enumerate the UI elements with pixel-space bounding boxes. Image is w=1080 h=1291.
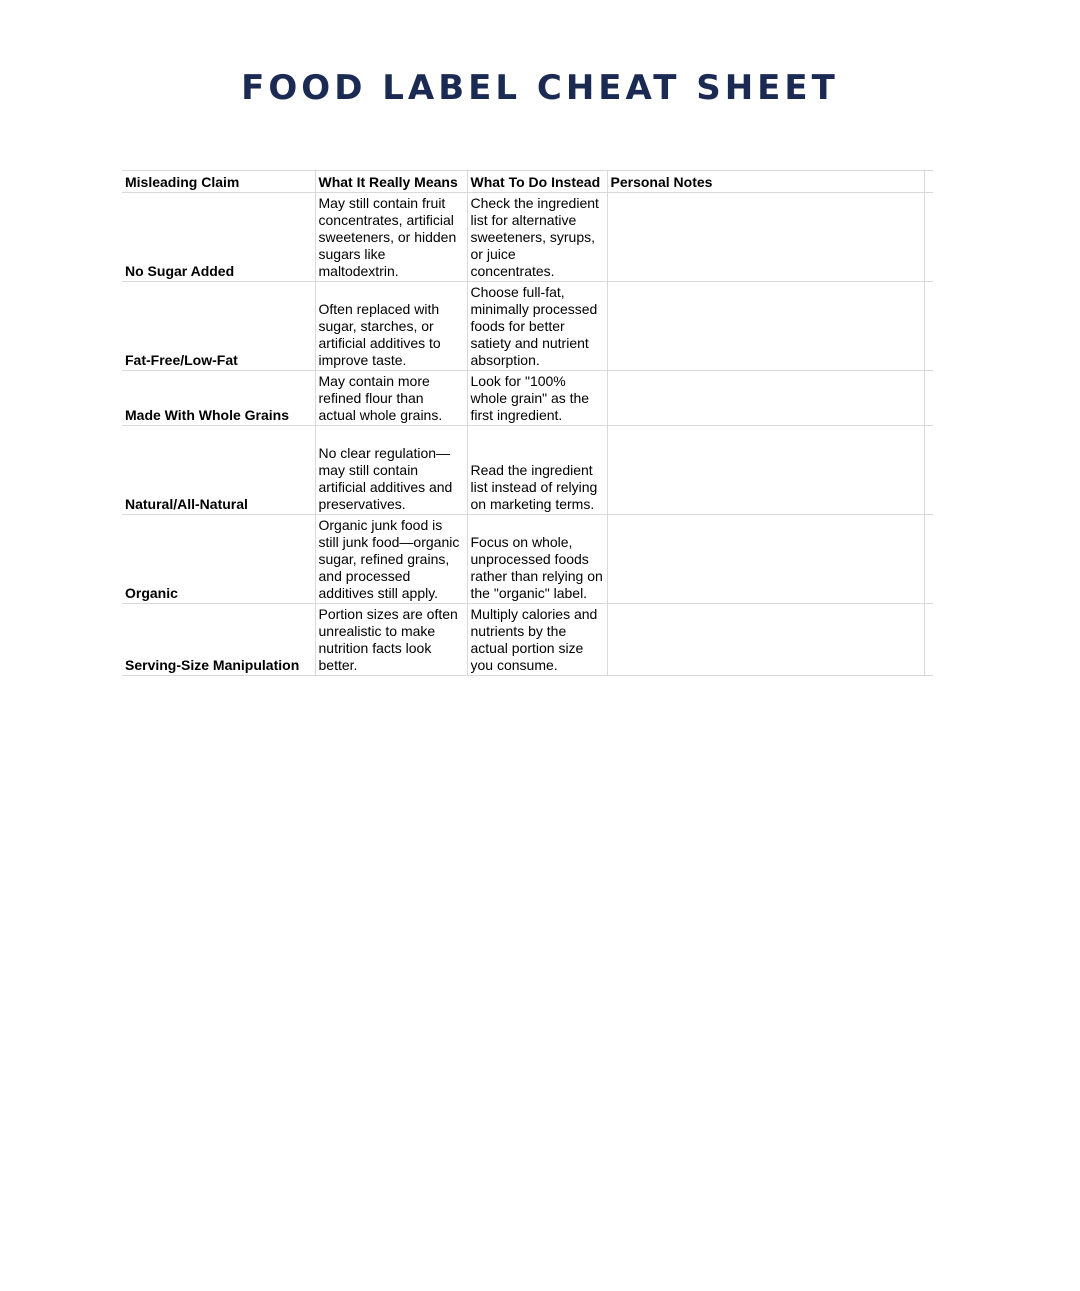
means-cell: May contain more refined flour than actual whole grains. — [315, 371, 467, 426]
empty-cell — [924, 282, 933, 371]
claim-cell: Natural/All-Natural — [122, 426, 315, 515]
empty-cell — [924, 515, 933, 604]
header-misleading-claim: Misleading Claim — [122, 171, 315, 193]
empty-cell — [924, 193, 933, 282]
instead-cell: Multiply calories and nutrients by the actual portion size you consume. — [467, 604, 607, 676]
means-cell: No clear regulation—may still contain artificial additives and preservatives. — [315, 426, 467, 515]
claim-cell: No Sugar Added — [122, 193, 315, 282]
table-row — [122, 193, 933, 282]
notes-cell[interactable] — [607, 604, 924, 676]
notes-cell[interactable] — [607, 282, 924, 371]
means-cell: Often replaced with sugar, starches, or artificial additives to improve taste. — [315, 282, 467, 371]
header-personal-notes: Personal Notes — [607, 171, 924, 193]
table-row — [122, 426, 933, 515]
table-row — [122, 604, 933, 676]
empty-cell — [924, 426, 933, 515]
empty-cell — [924, 604, 933, 676]
instead-cell: Choose full-fat, minimally processed foods for better satiety and nutrient absorption. — [467, 282, 607, 371]
claim-cell: Serving-Size Manipulation — [122, 604, 315, 676]
notes-cell[interactable] — [607, 426, 924, 515]
claim-cell: Made With Whole Grains — [122, 371, 315, 426]
means-cell: May still contain fruit concentrates, artificial sweeteners, or hidden sugars like maltodextrin. — [315, 193, 467, 282]
claim-cell: Fat-Free/Low-Fat — [122, 282, 315, 371]
header-what-it-really-means: What It Really Means — [315, 171, 467, 193]
instead-cell: Read the ingredient list instead of relying on marketing terms. — [467, 426, 607, 515]
cheat-sheet-table — [122, 170, 933, 676]
instead-cell: Check the ingredient list for alternative sweeteners, syrups, or juice concentrates. — [467, 193, 607, 282]
table-row — [122, 515, 933, 604]
table-row — [122, 371, 933, 426]
page-title: FOOD LABEL CHEAT SHEET — [241, 68, 839, 108]
notes-cell[interactable] — [607, 515, 924, 604]
claim-cell: Organic — [122, 515, 315, 604]
instead-cell: Focus on whole, unprocessed foods rather than relying on the "organic" label. — [467, 515, 607, 604]
instead-cell: Look for "100% whole grain" as the first ingredient. — [467, 371, 607, 426]
header-row — [122, 171, 933, 193]
header-empty — [924, 171, 933, 193]
empty-cell — [924, 371, 933, 426]
means-cell: Organic junk food is still junk food—organic sugar, refined grains, and processed additives still apply. — [315, 515, 467, 604]
means-cell: Portion sizes are often unrealistic to make nutrition facts look better. — [315, 604, 467, 676]
notes-cell[interactable] — [607, 193, 924, 282]
header-what-to-do-instead: What To Do Instead — [467, 171, 607, 193]
notes-cell[interactable] — [607, 371, 924, 426]
table-row — [122, 282, 933, 371]
